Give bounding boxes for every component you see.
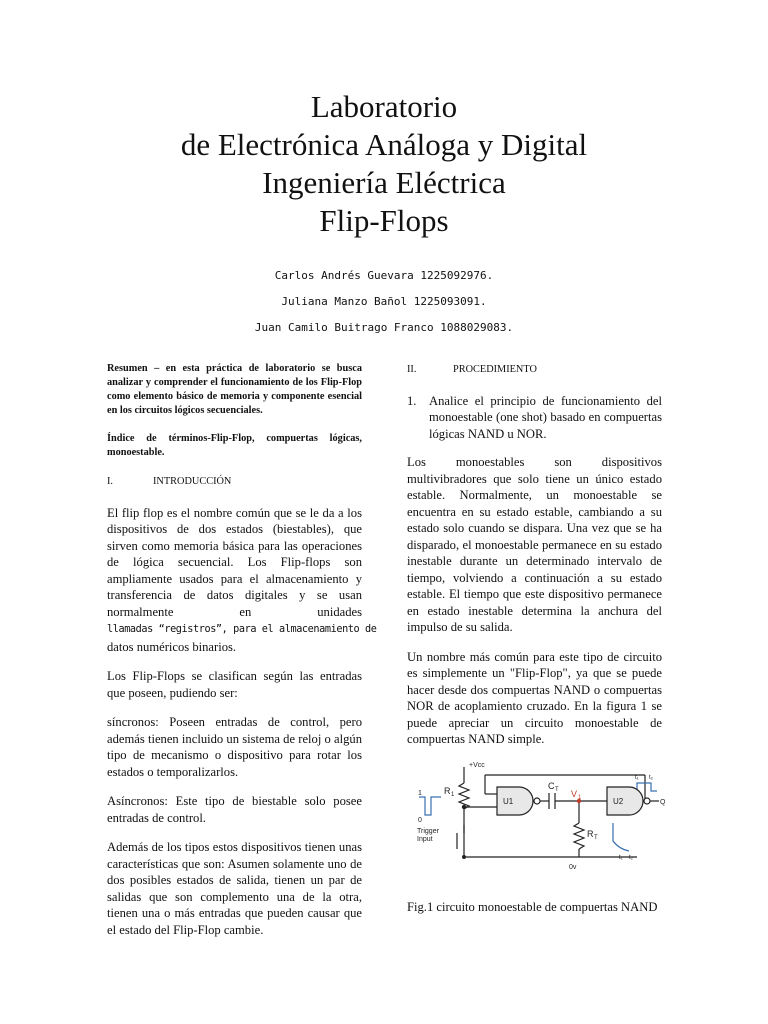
section-number: II. xyxy=(407,364,417,375)
figure-caption: Fig.1 circuito monoestable de compuertas NAND xyxy=(407,899,658,914)
abstract: Resumen – en esta práctica de laboratorio se busca analizar y comprender el funcionamiento de los Flip-Flop como elemento básico de memoria y componente esencial en los circuitos lógicos secuenciales. xyxy=(107,363,362,416)
procedure-paragraph-2: Un nombre más común para este tipo de circuito es simplemente un "Flip-Flop", ya que se puede hacer desde dos compuertas NAND o compuertas NOR de acoplamiento cruzado. En la figura 1 se puede apreciar un circuito monoestable de compuertas NAND simple. xyxy=(407,649,662,746)
pulse-t1-label: t₁ xyxy=(635,774,639,781)
author-list xyxy=(0,268,768,346)
section-heading-procedimiento xyxy=(407,362,662,379)
trigger-label-line-2: Input xyxy=(417,835,433,843)
right-column xyxy=(407,362,666,915)
output-label: Q xyxy=(660,798,666,806)
pulse-t2-label: t₂ xyxy=(649,774,653,781)
section-heading-introduccion xyxy=(107,474,362,491)
rt-label: R xyxy=(587,828,594,839)
capacitor-label: C xyxy=(548,780,555,791)
logic-low-label: 0 xyxy=(418,816,422,824)
intro-text: El flip flop es el nombre común que se le da a los dispositivos de dos estados (biestables), que sirven como memoria básica para las operaciones de lógica secuencial. Los Flip-flops son ampliamente usados para el almacenamiento y transferencia de datos digitales y se usan normalmente en unidades xyxy=(107,505,362,619)
intro-text-end: datos numéricos binarios. xyxy=(107,639,237,654)
v1-subscript: 1 xyxy=(578,794,582,801)
rt-subscript: T xyxy=(594,834,598,841)
gate-u1-label: U1 xyxy=(503,796,514,806)
decay-t2-label: t₂ xyxy=(629,854,633,861)
r1-label: R xyxy=(444,785,451,796)
intro-mono-line: llamadas “registros”, para el almacenamiento de xyxy=(107,624,377,635)
intro-paragraph-2: Los Flip-Flops se clasifican según las entradas que poseen, pudiendo ser: xyxy=(107,669,362,700)
title-line-4: Flip-Flops xyxy=(319,203,449,238)
r1-subscript: 1 xyxy=(451,791,455,798)
section-title: INTRODUCCIÓN xyxy=(153,476,232,487)
capacitor-subscript: T xyxy=(555,786,559,793)
title-line-2: de Electrónica Análoga y Digital xyxy=(180,127,588,162)
vcc-label: +Vcc xyxy=(469,761,485,769)
gate-u2-label: U2 xyxy=(613,796,624,806)
list-item xyxy=(407,393,662,443)
section-title: PROCEDIMIENTO xyxy=(453,364,537,375)
paper-title xyxy=(0,88,768,240)
v1-label: V xyxy=(571,788,578,799)
intro-paragraph-1 xyxy=(107,505,377,656)
list-text: Analice el principio de funcionamiento del monoestable (one shot) basado en compuertas lógicas NAND u NOR. xyxy=(429,393,662,441)
decay-t1-label: t₁ xyxy=(619,854,623,861)
procedure-paragraph-1: Los monoestables son dispositivos multivibradores que solo tiene un único estado estable. Normalmente, un monoestable se encuentra en su estado estable, cambiando a su estado solo cuando se dispara. Una vez que se ha disparado, el monoestable permanece en su estado inestable durante un determinado intervalo de tiempo, volviendo a continuación a su estado estable. El tiempo que este dispositivo permanece en estado inestable determina la anchura del impulso de su salida. xyxy=(407,455,662,634)
ground-label: 0v xyxy=(569,863,577,871)
author-3: Juan Camilo Buitrago Franco 1088029083. xyxy=(254,321,514,334)
intro-paragraph-5: Además de los tipos estos dispositivos tienen unas características que son: Asumen solamente uno de dos posibles estados de salida, tienen un par de salidas que son complemento una de la otra, tienen una o más entradas que pueden causar que el estado del Flip-Flop cambie. xyxy=(107,840,362,937)
index-terms: Índice de términos-Flip-Flop, compuertas lógicas, monoestable. xyxy=(107,433,362,458)
intro-paragraph-3: síncronos: Poseen entradas de control, pero además tienen incluido un sistema de reloj o algún tipo de mecanismo o dispositivo para rotar los estados o temporalizarlos. xyxy=(107,715,362,779)
left-column xyxy=(107,362,377,951)
title-line-3: Ingeniería Eléctrica xyxy=(262,165,506,200)
intro-paragraph-4: Asíncronos: Este tipo de biestable solo posee entradas de control. xyxy=(107,794,362,825)
author-2: Juliana Manzo Bañol 1225093091. xyxy=(281,295,487,308)
list-number: 1. xyxy=(407,393,417,408)
trigger-label-line-1: Trigger xyxy=(417,827,439,835)
circuit-figure xyxy=(407,761,667,889)
title-line-1: Laboratorio xyxy=(310,89,458,124)
section-number: I. xyxy=(107,476,114,487)
logic-high-label: 1 xyxy=(418,789,422,797)
author-1: Carlos Andrés Guevara 1225092976. xyxy=(274,269,494,282)
monostable-circuit-diagram xyxy=(407,761,667,889)
